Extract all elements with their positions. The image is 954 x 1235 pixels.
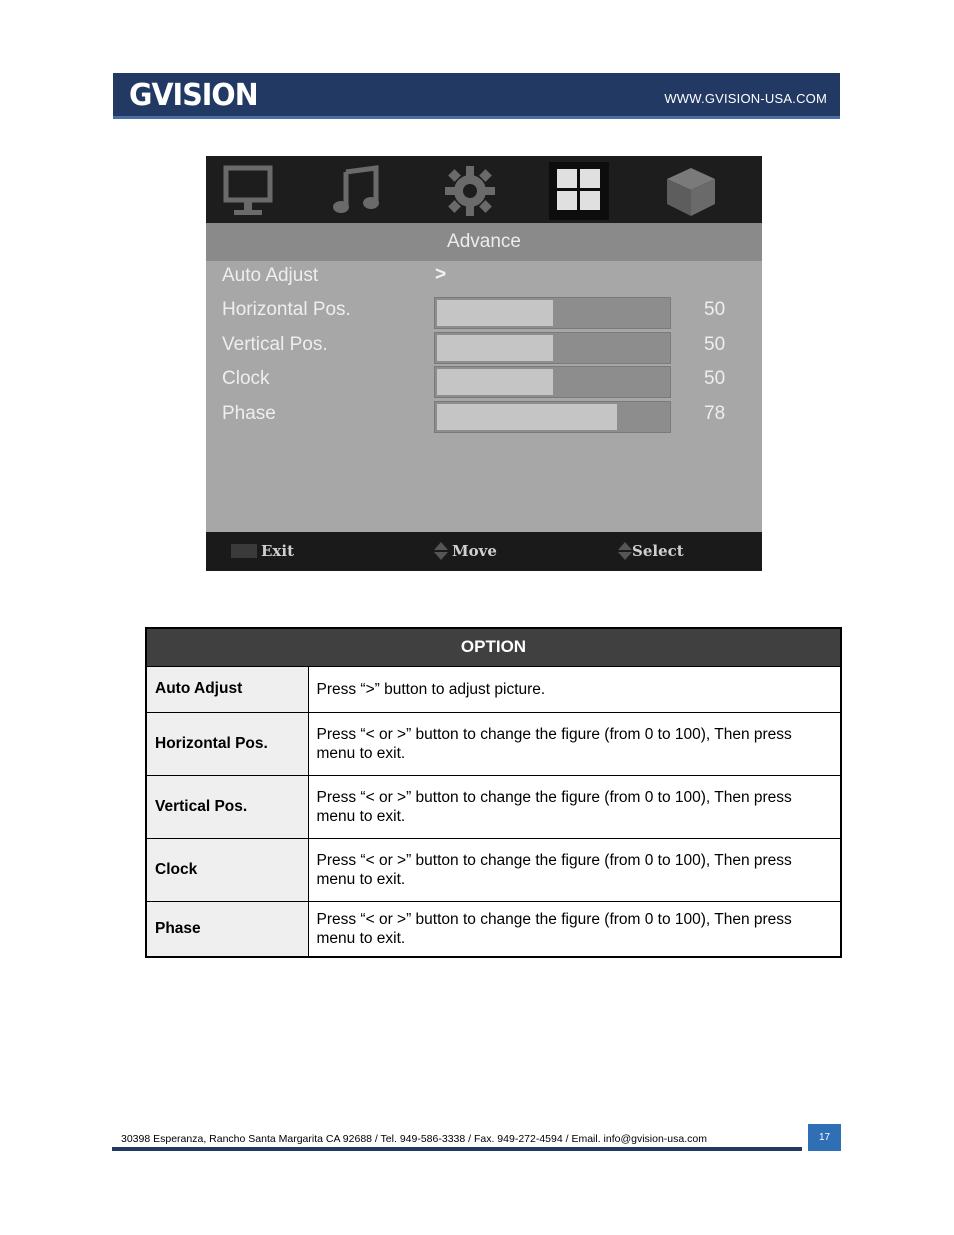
option-name: Phase (146, 901, 308, 957)
osd-item-value: 50 (704, 334, 726, 355)
table-row (146, 712, 841, 775)
monitor-icon (218, 162, 278, 220)
osd-item-horizontal-pos[interactable] (206, 295, 762, 329)
osd-item-label: Phase (222, 403, 276, 424)
option-description: Press “< or >” button to change the figure (from 0 to 100), Then press menu to exit. (308, 712, 841, 775)
osd-hint-exit: Exit (261, 542, 295, 560)
table-row (146, 838, 841, 901)
table-row (146, 901, 841, 957)
osd-title: Advance (447, 231, 521, 252)
option-description: Press “< or >” button to change the figure (from 0 to 100), Then press menu to exit. (308, 775, 841, 838)
osd-item-value: 50 (704, 368, 726, 389)
osd-level-fill (437, 335, 553, 361)
osd-item-label: Horizontal Pos. (222, 299, 351, 320)
table-header: OPTION (146, 628, 841, 666)
osd-level-bar[interactable] (434, 366, 671, 398)
header-banner (113, 73, 840, 119)
site-url: WWW.GVISION-USA.COM (664, 91, 827, 106)
osd-tab-bar (206, 156, 762, 223)
table-row (146, 775, 841, 838)
osd-item-label: Vertical Pos. (222, 334, 328, 355)
osd-level-fill (437, 300, 553, 326)
osd-level-bar[interactable] (434, 401, 671, 433)
osd-level-fill (437, 404, 617, 430)
up-down-arrow-icon (432, 541, 450, 561)
cube-icon (661, 162, 721, 220)
option-name: Clock (146, 838, 308, 901)
gvision-logo: GVISION (129, 78, 258, 113)
page-number: 17 (808, 1124, 841, 1151)
osd-item-vertical-pos[interactable] (206, 330, 762, 364)
osd-level-bar[interactable] (434, 332, 671, 364)
footer-contact: 30398 Esperanza, Rancho Santa Margarita CA 92688 / Tel. 949-586-3338 / Fax. 949-272-4594 / Email. info@gvision-usa.com (121, 1133, 707, 1145)
osd-hint-bar (206, 532, 762, 571)
osd-item-value: 78 (704, 403, 726, 424)
osd-item-phase[interactable] (206, 399, 762, 433)
option-description: Press “>” button to adjust picture. (308, 666, 841, 712)
osd-level-fill (437, 369, 553, 395)
option-description: Press “< or >” button to change the figure (from 0 to 100), Then press menu to exit. (308, 838, 841, 901)
option-name: Vertical Pos. (146, 775, 308, 838)
option-name: Auto Adjust (146, 666, 308, 712)
osd-arrow: > (435, 264, 447, 285)
osd-level-bar[interactable] (434, 297, 671, 329)
windows-grid-icon (549, 162, 609, 220)
table-row (146, 666, 841, 712)
menu-key-icon (230, 541, 258, 561)
osd-item-value: 50 (704, 299, 726, 320)
music-icon (328, 162, 388, 220)
osd-item-label: Auto Adjust (222, 265, 319, 286)
option-table (145, 627, 842, 958)
option-description: Press “< or >” button to change the figure (from 0 to 100), Then press menu to exit. (308, 901, 841, 957)
osd-item-label: Clock (222, 368, 270, 389)
gear-icon (440, 162, 500, 220)
osd-hint-select: Select (632, 542, 684, 560)
osd-hint-move: Move (452, 542, 497, 560)
osd-menu-screenshot (206, 156, 762, 571)
footer-divider (112, 1147, 802, 1151)
option-name: Horizontal Pos. (146, 712, 308, 775)
table-header-row (146, 628, 841, 666)
osd-item-auto-adjust[interactable] (206, 261, 762, 295)
osd-title-bar (206, 223, 762, 261)
osd-item-clock[interactable] (206, 364, 762, 398)
